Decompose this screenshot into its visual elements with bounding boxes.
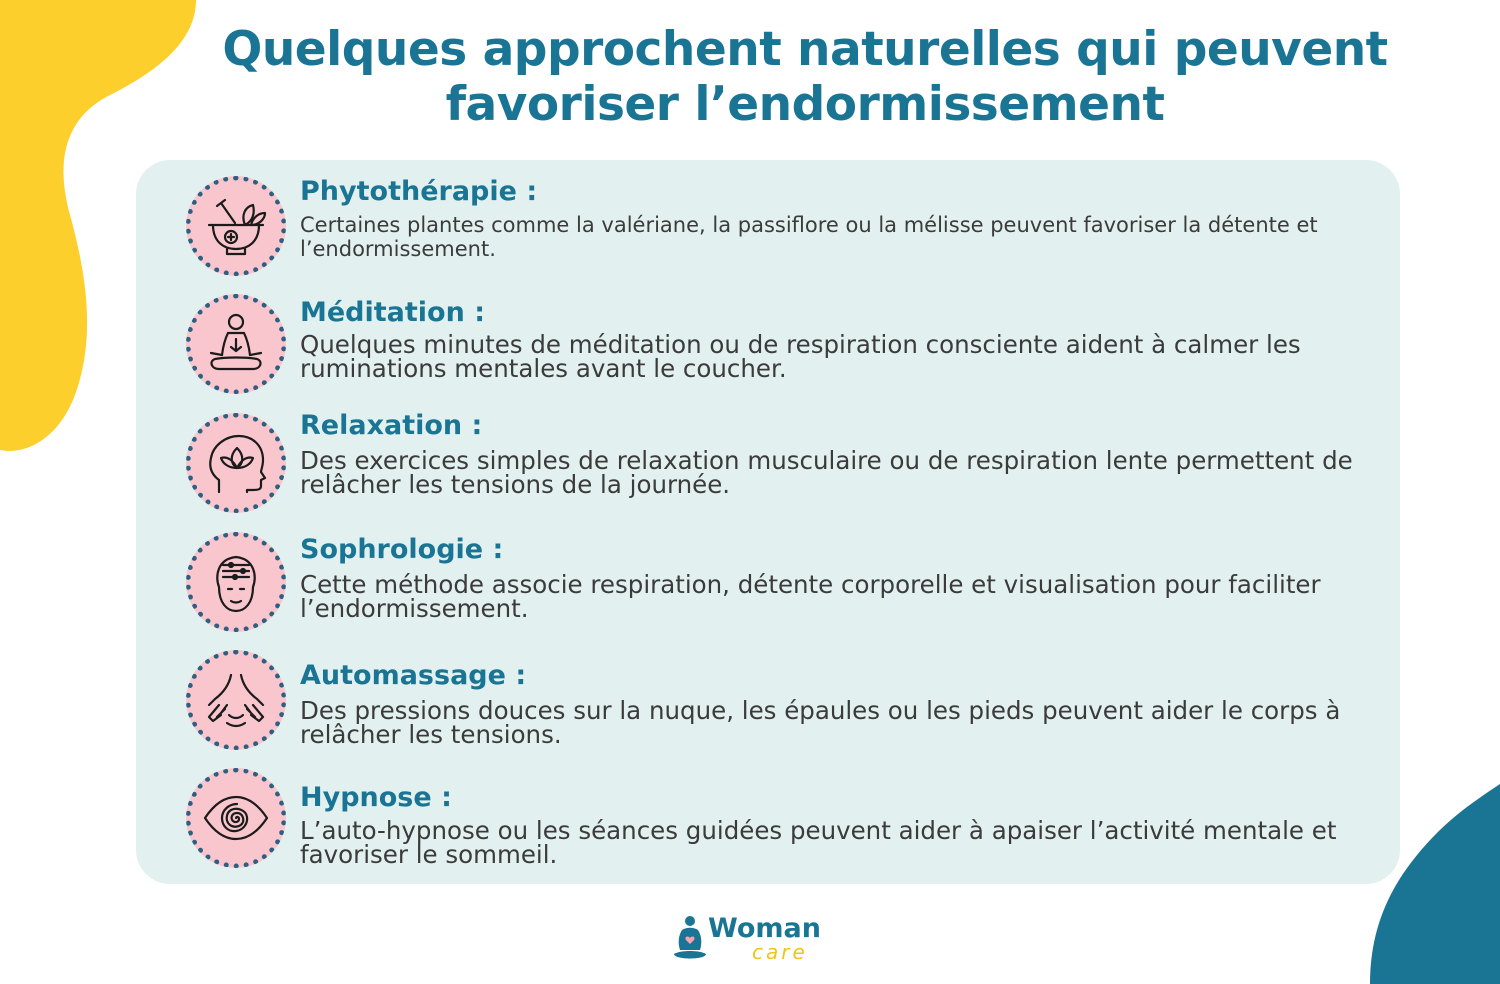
meditating-woman-logo-icon — [672, 914, 708, 964]
item-title: Hypnose : — [300, 782, 452, 813]
herbal-mortar-icon — [186, 176, 286, 276]
item-title: Méditation : — [300, 297, 486, 328]
item-title: Phytothérapie : — [300, 176, 538, 207]
massage-hands-icon — [186, 650, 286, 750]
item-description: Certaines plantes comme la valériane, la passiflore ou la mélisse peuvent favoriser la détente et l’endormissement. — [300, 213, 1318, 261]
item-description: L’auto-hypnose ou les séances guidées peuvent aider à apaiser l’activité mentale et favoriser le sommeil. — [300, 816, 1337, 869]
lotus-head-icon — [186, 413, 286, 513]
item-description: Quelques minutes de méditation ou de respiration consciente aident à calmer les ruminations mentales avant le coucher. — [300, 330, 1301, 383]
logo-wordmark: Woman — [708, 913, 821, 944]
page-title: Quelques approchent naturelles qui peuvent favoriser l’endormissement — [222, 22, 1388, 132]
item-description: Des pressions douces sur la nuque, les épaules ou les pieds peuvent aider le corps à relâcher les tensions. — [300, 696, 1341, 749]
sophrology-face-icon — [186, 532, 286, 632]
content-panel — [136, 160, 1400, 884]
item-title: Relaxation : — [300, 410, 483, 441]
woman-care-logo — [672, 912, 832, 968]
logo-subtitle: care — [752, 940, 808, 964]
item-description: Cette méthode associe respiration, détente corporelle et visualisation pour faciliter l’endormissement. — [300, 570, 1321, 623]
hypnosis-eye-icon — [186, 768, 286, 868]
item-description: Des exercices simples de relaxation musculaire ou de respiration lente permettent de relâcher les tensions de la journée. — [300, 446, 1353, 499]
meditation-icon — [186, 294, 286, 394]
item-title: Automassage : — [300, 660, 527, 691]
item-title: Sophrologie : — [300, 534, 504, 565]
